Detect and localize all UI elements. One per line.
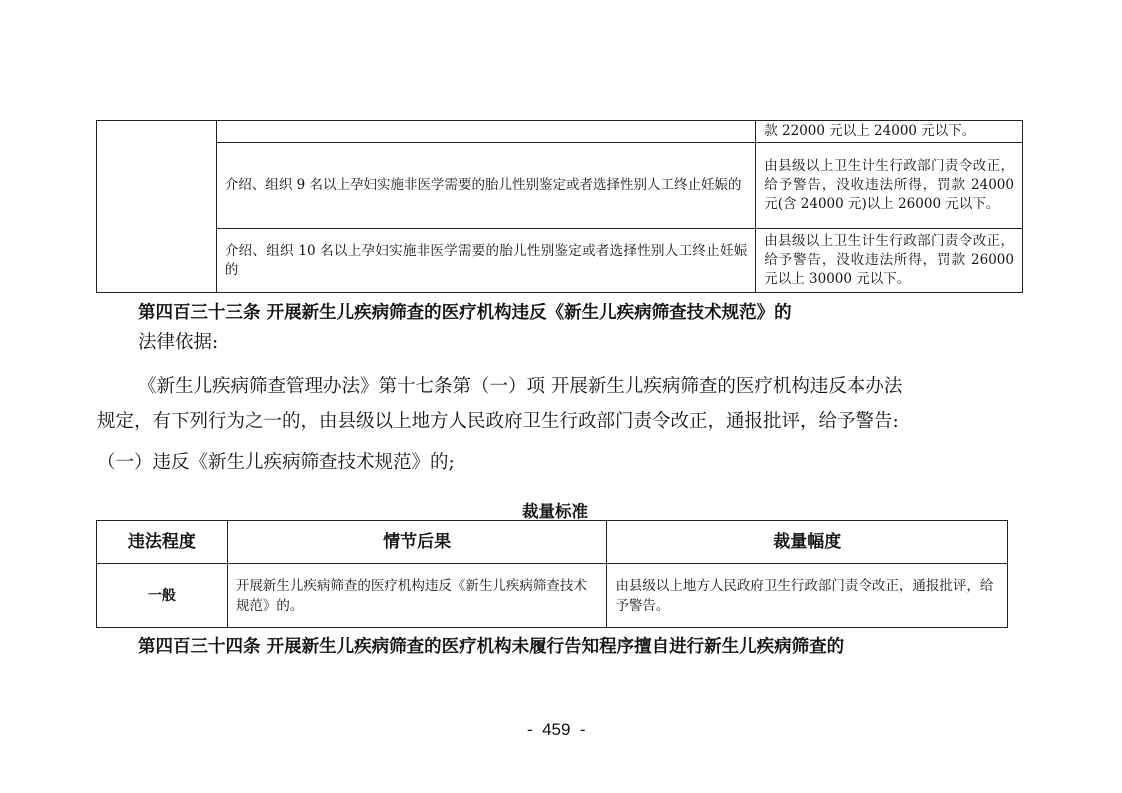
violation-level: 一般	[97, 564, 228, 628]
table-cell-blank	[97, 121, 217, 293]
paragraph-line: 《新生儿疾病筛查管理办法》第十七条第（一）项 开展新生儿疾病筛查的医疗机构违反本办法	[138, 376, 903, 397]
legal-basis-label: 法律依据:	[138, 332, 219, 353]
column-header: 违法程度	[97, 521, 228, 564]
paragraph-line: 规定，有下列行为之一的，由县级以上地方人民政府卫生行政部门责令改正，通报批评，给予警告:	[97, 411, 899, 432]
column-header: 裁量幅度	[607, 521, 1008, 564]
table-cell-penalty: 由县级以上卫生计生行政部门责令改正，给予警告，没收违法所得，罚款 24000 元(含 24000 元)以上 26000 元以下。	[756, 143, 1023, 229]
article-heading: 第四百三十三条 开展新生儿疾病筛查的医疗机构违反《新生儿疾病筛查技术规范》的	[138, 303, 792, 323]
table-cell-circumstance: 介绍、组织 9 名以上孕妇实施非医学需要的胎儿性别鉴定或者选择性别人工终止妊娠的	[216, 143, 755, 229]
table-cell-penalty: 款 22000 元以上 24000 元以下。	[756, 121, 1023, 143]
penalty-table-continued	[96, 120, 1023, 293]
table-cell-circumstance: 介绍、组织 10 名以上孕妇实施非医学需要的胎儿性别鉴定或者选择性别人工终止妊娠的	[216, 229, 755, 293]
table-cell-blank	[216, 121, 755, 143]
article-heading: 第四百三十四条 开展新生儿疾病筛查的医疗机构未履行告知程序擅自进行新生儿疾病筛查的	[138, 637, 845, 657]
table-cell-penalty: 由县级以上卫生计生行政部门责令改正，给予警告，没收违法所得，罚款 26000 元以上 30000 元以下。	[756, 229, 1023, 293]
paragraph-line: （一）违反《新生儿疾病筛查技术规范》的;	[97, 452, 455, 473]
column-header: 情节后果	[227, 521, 607, 564]
table-caption: 裁量标准	[522, 502, 588, 521]
penalty-text: 由县级以上地方人民政府卫生行政部门责令改正，通报批评，给予警告。	[607, 564, 1008, 628]
circumstance-text: 开展新生儿疾病筛查的医疗机构违反《新生儿疾病筛查技术规范》的。	[227, 564, 607, 628]
page-number: - 459 -	[527, 720, 586, 739]
discretion-standard-table	[96, 520, 1008, 628]
